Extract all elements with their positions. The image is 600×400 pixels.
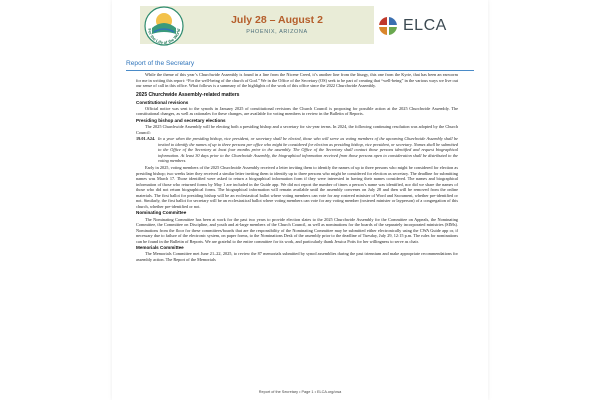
resolution-number: 19.01.A24.	[136, 136, 156, 142]
memorials-heading: Memorials Committee	[136, 245, 184, 251]
report-title: Report of the Secretary	[126, 60, 195, 67]
elections-paragraph-1: The 2025 Churchwide Assembly will be electing both a presiding bishop and a secretary for six-year terms. In 2024, the following continuing resolution was adopted by the Church Council:	[136, 124, 458, 135]
assembly-logo	[142, 4, 186, 48]
elca-wordmark: ELCA	[403, 17, 447, 34]
assembly-dates: July 28 – August 2	[231, 14, 323, 26]
assembly-banner	[112, 0, 488, 50]
intro-paragraph: While the theme of this year’s Churchwide Assembly is found in a line from the Nicene Creed, it’s another line from the liturgy, this one from the Kyrie, that has been an earworm for me in writing this report: “For the well-being of the church of God.” We in the Office of the Secretary (OS) seek to be part of creating that “well-being” in the various ways we live out our sense of call in this office. What follows is a summary of the highlights of the work of this office since the 2022 Churchwide Assembly.	[136, 72, 458, 89]
page-footer: Report of the Secretary • Page 1 • ELCA.org/cwa	[258, 390, 342, 394]
elections-heading: Presiding bishop and secretary elections	[136, 117, 226, 123]
continuing-resolution	[136, 136, 458, 164]
memorials-paragraph: The Memorials Committee met June 21–22, 2025, to review the 87 memorials submitted by synod assemblies during the past triennium and make appropriate recommendations for assembly action. The Report of the Memorials	[136, 251, 458, 263]
elections-paragraph-2: Early in 2025, voting members of the 2025 Churchwide Assembly received a letter inviting them to identify the names of up to three persons who might be considered for election as presiding bishop; two weeks later they received a similar letter inviting them to identify up to three persons who might be considered for election as secretary. The deadline for submitting names was March 17. Those identified were asked to return a biographical information form if they were interested in having their names considered. The names and biographical information of those who returned forms by May 1 are included in the Guide app. We did not report the number of times a person’s name was identified, nor did we share the names of those who did not return biographical forms. The biographical information will remain available until the assembly convenes on July 28 and then will be removed from the online materials. The first ballot for presiding bishop will be an ecclesiastical ballot where voting members can vote for any rostered minister of Word and Sacrament, whether pre-identified or not. Similarly, the first ballot for secretary will be an ecclesiastical ballot where voting members can vote for any voting member (rostered minister or layperson) of a congregation of this church, whether pre-identified or not.	[136, 164, 458, 209]
resolution-text: In a year when the presiding bishop, vice president, or secretary shall be elected, those who will serve as voting members of the upcoming Churchwide Assembly shall be invited to identify the names of up to three persons per office who might be considered for election as presiding bishop, vice president, or secretary. Names shall be submitted to the Office of the Secretary at least four months prior to the assembly. The Office of the Secretary shall contact those persons identified and request biographical information. At least 30 days prior to the Churchwide Assembly, the biographical information received from those persons open to consideration shall be distributed to the voting members.	[158, 136, 458, 164]
constitutional-paragraph: Official notice was sent to the synods in January 2025 of constitutional revisions the Church Council is proposing for possible action at the 2025 Churchwide Assembly. The constitutional changes, as well as rationales for these changes, are available for voting members to review in the Bulletin of Reports.	[136, 105, 458, 117]
logo-text: For the Life of the World	[146, 28, 182, 46]
section-heading: 2025 Churchwide Assembly-related matters	[136, 91, 240, 98]
title-rule	[126, 70, 474, 71]
report-body	[136, 72, 458, 390]
report-page	[112, 0, 488, 400]
nominating-heading: Nominating Committee	[136, 210, 187, 216]
nominating-paragraph: The Nominating Committee has been at work for the past two years to provide election slates to the 2025 Churchwide Assembly for the Committee on Appeals, the Nominating Committee, the Committee on Discipline, and youth and at-large members of the Church Council, as well as nominations for the boards of the separately incorporated ministries (SIMs). Nominations from the floor for these committees/boards that are the responsibility of the Nominating Committee may be submitted either electronically using the CWA Guide app or, if necessary due to failure of the electronic system, on paper forms, to the Nominations Desk of the assembly prior to the deadline of Tuesday, July 29, 12:15 p.m. The rules for nominations can be found in the Bulletin of Reports. We are grateful to the entire committee for its work, and particularly thank Jessica Potts for her willingness to serve as chair.	[136, 216, 458, 244]
constitutional-heading: Constitutional revisions	[136, 99, 189, 105]
elca-cross-icon	[378, 16, 398, 36]
assembly-location: PHOENIX, ARIZONA	[246, 29, 308, 35]
